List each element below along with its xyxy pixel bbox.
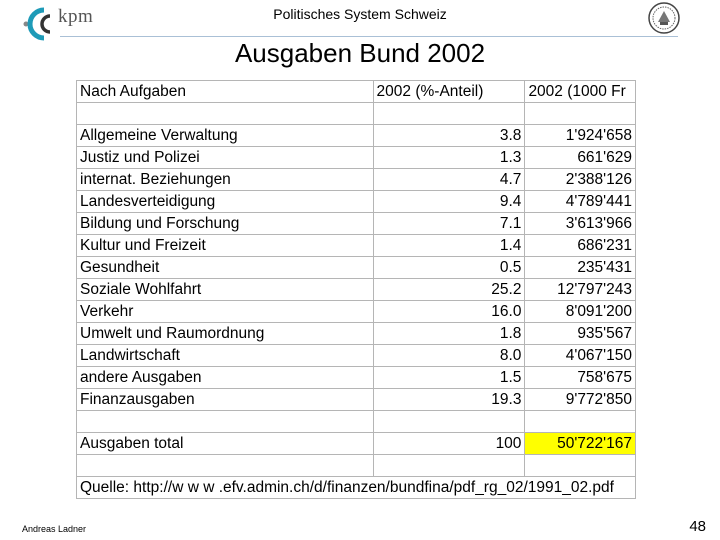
table-row — [77, 345, 636, 367]
amount-cell: 12'797'243 — [525, 279, 636, 301]
header-cell-amount: 2002 (1000 Fr — [525, 81, 636, 103]
total-amount-cell: 50'722'167 — [525, 433, 636, 455]
category-cell: Umwelt und Raumordnung — [77, 323, 374, 345]
amount-cell: 935'567 — [525, 323, 636, 345]
university-seal-icon — [648, 2, 680, 34]
header-title: Politisches System Schweiz — [273, 6, 447, 22]
percent-cell: 1.3 — [373, 147, 525, 169]
table-row — [77, 213, 636, 235]
table-row — [77, 279, 636, 301]
percent-cell: 1.4 — [373, 235, 525, 257]
logo-text: kpm — [58, 6, 94, 27]
category-cell: Bildung und Forschung — [77, 213, 374, 235]
amount-cell: 4'067'150 — [525, 345, 636, 367]
amount-cell: 8'091'200 — [525, 301, 636, 323]
author-name: Andreas Ladner — [22, 524, 87, 534]
percent-cell: 25.2 — [373, 279, 525, 301]
category-cell: andere Ausgaben — [77, 367, 374, 389]
header-divider — [60, 36, 678, 37]
percent-cell: 0.5 — [373, 257, 525, 279]
percent-cell: 4.7 — [373, 169, 525, 191]
category-cell: Justiz und Polizei — [77, 147, 374, 169]
table-total-row — [77, 433, 636, 455]
amount-cell: 3'613'966 — [525, 213, 636, 235]
percent-cell: 8.0 — [373, 345, 525, 367]
percent-cell: 3.8 — [373, 125, 525, 147]
category-cell: Gesundheit — [77, 257, 374, 279]
amount-cell: 2'388'126 — [525, 169, 636, 191]
category-cell: Landesverteidigung — [77, 191, 374, 213]
expenditure-table-frame — [76, 80, 632, 502]
source-note-cell: Quelle: http://w w w .efv.admin.ch/d/finanzen/bundfina/pdf_rg_02/1991_02.pdf — [77, 477, 636, 499]
table-row — [77, 235, 636, 257]
table-row — [77, 323, 636, 345]
table-spacer-row — [77, 411, 636, 433]
total-percent-cell: 100 — [373, 433, 525, 455]
expenditure-table — [76, 80, 636, 499]
amount-cell: 758'675 — [525, 367, 636, 389]
category-cell: internat. Beziehungen — [77, 169, 374, 191]
header-cell-category: Nach Aufgaben — [77, 81, 374, 103]
amount-cell: 661'629 — [525, 147, 636, 169]
page-number: 48 — [689, 518, 706, 535]
percent-cell: 1.8 — [373, 323, 525, 345]
table-row — [77, 257, 636, 279]
table-spacer-row — [77, 455, 636, 477]
percent-cell: 7.1 — [373, 213, 525, 235]
table-row — [77, 147, 636, 169]
percent-cell: 1.5 — [373, 367, 525, 389]
category-cell: Kultur und Freizeit — [77, 235, 374, 257]
percent-cell: 19.3 — [373, 389, 525, 411]
amount-cell: 4'789'441 — [525, 191, 636, 213]
slide-title: Ausgaben Bund 2002 — [234, 38, 486, 68]
table-row — [77, 191, 636, 213]
category-cell: Allgemeine Verwaltung — [77, 125, 374, 147]
category-cell: Finanzausgaben — [77, 389, 374, 411]
table-row — [77, 169, 636, 191]
table-row — [77, 125, 636, 147]
table-header-row — [77, 81, 636, 103]
table-row — [77, 389, 636, 411]
total-label-cell: Ausgaben total — [77, 433, 374, 455]
header-cell-percent: 2002 (%-Anteil) — [373, 81, 525, 103]
amount-cell: 1'924'658 — [525, 125, 636, 147]
table-row — [77, 301, 636, 323]
percent-cell: 16.0 — [373, 301, 525, 323]
amount-cell: 235'431 — [525, 257, 636, 279]
table-source-row — [77, 477, 636, 499]
percent-cell: 9.4 — [373, 191, 525, 213]
amount-cell: 686'231 — [525, 235, 636, 257]
amount-cell: 9'772'850 — [525, 389, 636, 411]
category-cell: Landwirtschaft — [77, 345, 374, 367]
table-spacer-row — [77, 103, 636, 125]
category-cell: Verkehr — [77, 301, 374, 323]
table-row — [77, 367, 636, 389]
category-cell: Soziale Wohlfahrt — [77, 279, 374, 301]
